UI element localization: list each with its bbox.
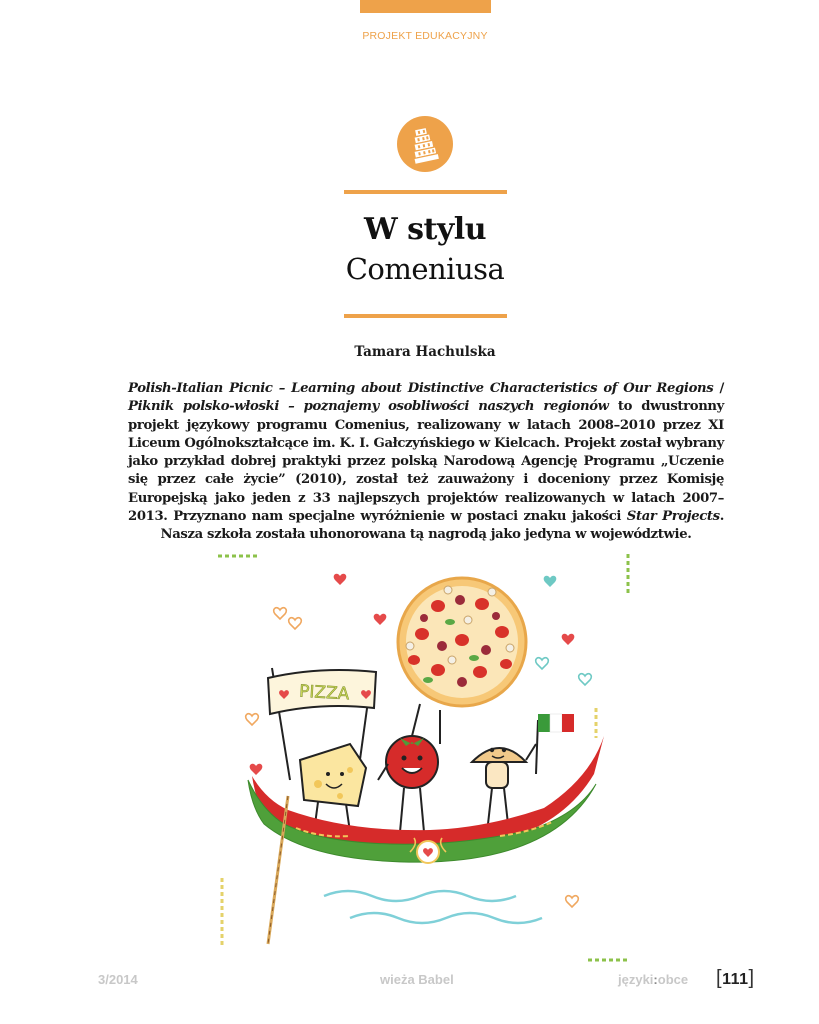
leaning-tower-icon: [397, 116, 453, 172]
lead-polish-title: Piknik polsko-włoski – poznajemy osobliwości naszych regionów: [128, 399, 609, 415]
pizza-sign-label: PIZZA: [298, 681, 350, 705]
footer-magazine-section: wieża Babel: [380, 972, 454, 987]
lead-star-projects: Star Projects: [626, 509, 720, 525]
section-label: PROJEKT EDUKACYJNY: [362, 30, 488, 42]
pizza-icon: [398, 578, 526, 706]
page-number-value: 111: [722, 971, 749, 988]
footer-brand-left: języki: [618, 972, 654, 987]
page-number-bracket: ]: [748, 967, 755, 989]
top-accent-tab: [360, 0, 491, 13]
lead-separator: /: [713, 381, 724, 396]
footer-issue: 3/2014: [98, 972, 138, 987]
mushroom-character: [472, 744, 536, 824]
water-waves: [324, 891, 542, 923]
title-rule-bottom: [344, 314, 507, 318]
lead-body-end: . Nasza szkoła została uhonorowana tą nagrodą jako jedyna w województwie.: [160, 509, 724, 543]
footer-brand-right: obce: [657, 972, 689, 987]
lead-english-title: Polish-Italian Picnic – Learning about Distinctive Characteristics of Our Regions: [128, 381, 714, 396]
footer-brand-separator: :: [653, 972, 658, 987]
page-number: [716, 967, 755, 990]
article-title: W stylu: [363, 212, 487, 247]
tomato-character: [378, 736, 438, 832]
title-rule-top: [344, 190, 507, 194]
footer-brand: [618, 972, 688, 987]
italian-flag-icon: [536, 714, 574, 774]
pizza-gondola-illustration: [200, 548, 660, 968]
lead-paragraph: [128, 380, 724, 545]
author-name: Tamara Hachulska: [354, 344, 496, 360]
page-number-bracket: [: [716, 967, 723, 989]
article-subtitle: Comeniusa: [345, 252, 505, 286]
lead-body: to dwustronny projekt językowy programu Comenius, realizowany w latach 2008–2010 przez XI Liceum Ogólnokształcące im. K. I. Gałczyńskiego w Kielcach. Projekt został wybrany jako przykład dobrej praktyki przez polską Narodową Agencję Programu „Uczenie się przez całe życie” (2010), został też zauważony i doceniony przez Komisję Europejską jako jeden z 33 najlepszych projektów realizowanych w latach 2007–2013. Przyznano nam specjalne wyróżnienie w postaci znaku jakości: [128, 399, 724, 525]
